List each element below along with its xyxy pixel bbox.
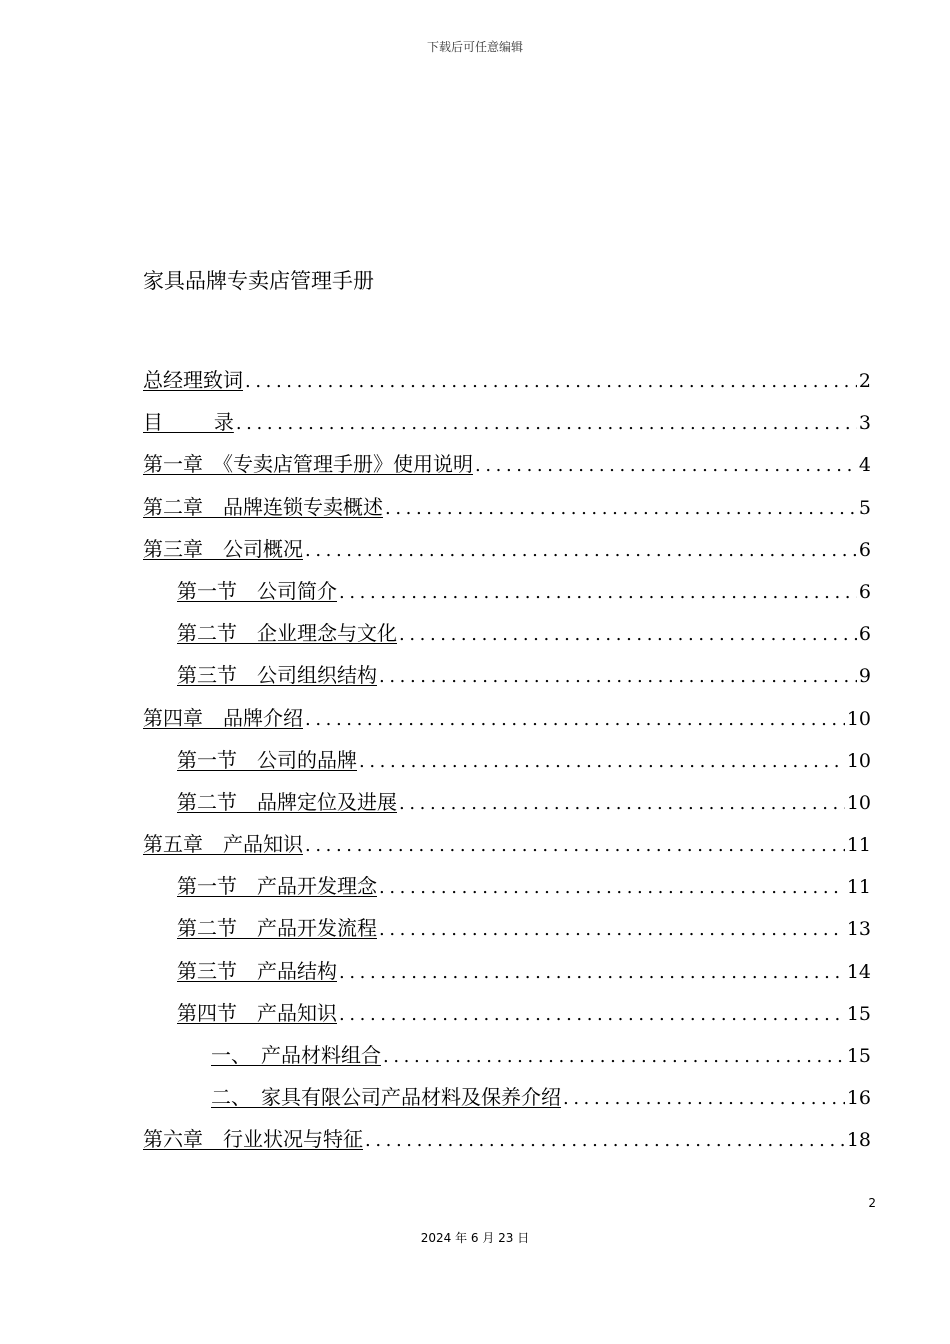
toc-dot-leader [365, 1127, 845, 1155]
toc-entry-title: 第一章 《专卖店管理手册》使用说明 [143, 452, 473, 477]
toc-entry-page: 10 [846, 749, 871, 772]
toc-entry-page: 14 [846, 960, 871, 983]
toc-entry-title: 一、 产品材料组合 [211, 1043, 381, 1067]
toc-entry-title: 第三节 公司组织结构 [177, 663, 377, 688]
toc-entry[interactable] [143, 957, 871, 999]
toc-dot-leader [399, 621, 857, 649]
toc-entry-title: 第二节 产品开发流程 [177, 916, 377, 941]
toc-dot-leader [339, 1001, 845, 1029]
toc-entry-page: 11 [846, 834, 871, 857]
toc-entry-title: 第三节 产品结构 [177, 958, 337, 983]
toc-entry[interactable] [143, 577, 871, 619]
toc-entry[interactable] [143, 1041, 871, 1083]
header-note: 下载后可任意编辑 [426, 40, 523, 54]
toc-entry[interactable] [143, 1125, 871, 1167]
toc-dot-leader [563, 1085, 845, 1113]
toc-entry[interactable] [143, 788, 871, 830]
toc-entry-title: 总经理致词 [143, 368, 243, 392]
toc-entry[interactable] [143, 619, 871, 661]
toc-entry-page: 4 [858, 454, 871, 477]
toc-entry-title: 第二节 企业理念与文化 [177, 621, 397, 646]
toc-dot-leader [339, 959, 845, 987]
toc-entry-page: 9 [858, 665, 871, 688]
toc-entry-page: 6 [858, 538, 871, 561]
toc-entry-page: 13 [846, 918, 871, 941]
toc-dot-leader [379, 916, 845, 944]
toc-dot-leader [305, 832, 845, 860]
toc-entry[interactable] [143, 493, 871, 535]
toc-entry[interactable] [143, 872, 871, 914]
toc-entry[interactable] [143, 1083, 871, 1125]
toc-entry[interactable] [143, 914, 871, 956]
toc-entry-page: 6 [858, 580, 871, 603]
toc-dot-leader [305, 706, 845, 734]
toc-entry-page: 16 [846, 1087, 871, 1110]
toc-dot-leader [305, 537, 857, 565]
document-title: 家具品牌专卖店管理手册 [143, 269, 374, 293]
toc-entry-page: 10 [846, 707, 871, 730]
toc-entry-page: 5 [858, 496, 871, 519]
toc-dot-leader [379, 874, 845, 902]
toc-entry-page: 10 [846, 791, 871, 814]
footer-date: 2024 年 6 月 23 日 [420, 1231, 530, 1245]
toc-dot-leader [385, 495, 857, 523]
toc-entry-page: 6 [858, 623, 871, 646]
toc-entry[interactable] [143, 704, 871, 746]
toc-entry[interactable] [143, 450, 871, 492]
toc-dot-leader [399, 790, 845, 818]
toc-entry-title: 第一节 产品开发理念 [177, 874, 377, 899]
toc-entry[interactable] [143, 746, 871, 788]
toc-entry[interactable] [143, 830, 871, 872]
toc-entry[interactable] [143, 408, 871, 450]
toc-dot-leader [236, 410, 857, 438]
toc-entry-title: 第四章 品牌介绍 [143, 705, 303, 730]
toc-entry[interactable] [143, 535, 871, 577]
toc-entry-title: 第五章 产品知识 [143, 832, 303, 857]
toc-entry-title: 第二章 品牌连锁专卖概述 [143, 494, 383, 519]
toc-dot-leader [359, 748, 845, 776]
toc-dot-leader [383, 1043, 845, 1071]
toc-entry[interactable] [143, 999, 871, 1041]
toc-entry-page: 15 [846, 1045, 871, 1067]
toc-entry[interactable] [143, 366, 871, 408]
toc-dot-leader [245, 368, 857, 396]
toc-entry-page: 2 [858, 370, 871, 392]
toc-entry-title: 第四节 产品知识 [177, 1000, 337, 1025]
page-number: 2 [868, 1196, 876, 1210]
toc-entry-title: 目 录 [143, 410, 234, 435]
toc-entry-title: 第二节 品牌定位及进展 [177, 789, 397, 814]
toc-dot-leader [475, 452, 857, 480]
toc-entry-title: 第六章 行业状况与特征 [143, 1127, 363, 1152]
toc-entry-title: 第一节 公司的品牌 [177, 747, 357, 772]
toc-entry-title: 第三章 公司概况 [143, 536, 303, 561]
toc-dot-leader [379, 663, 857, 691]
toc-entry-page: 18 [846, 1129, 871, 1152]
toc-entry-title: 第一节 公司简介 [177, 578, 337, 603]
toc-entry-title: 二、 家具有限公司产品材料及保养介绍 [211, 1085, 561, 1110]
toc-entry-page: 3 [858, 412, 871, 435]
toc-dot-leader [339, 579, 857, 607]
table-of-contents [143, 366, 871, 1168]
toc-entry[interactable] [143, 661, 871, 703]
toc-entry-page: 15 [846, 1002, 871, 1025]
toc-entry-page: 11 [846, 876, 871, 899]
